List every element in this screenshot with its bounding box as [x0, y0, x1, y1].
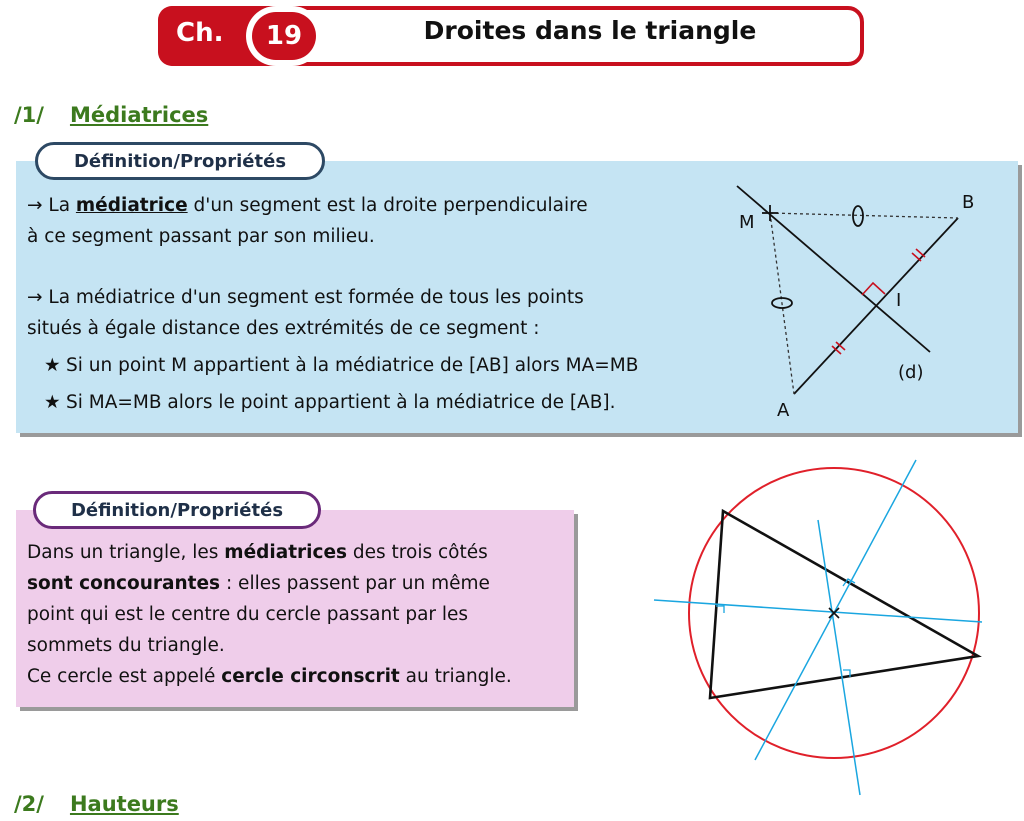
bullet-item-2: ★ Si MA=MB alors le point appartient à la médiatrice de [AB].	[44, 388, 616, 418]
chapter-number: 19	[252, 12, 316, 60]
bisector-2	[654, 600, 982, 622]
term-cercle-circonscrit: cercle circonscrit	[221, 666, 400, 687]
bisector-1	[755, 460, 916, 760]
property-line-2: situés à égale distance des extrémités de ce segment :	[27, 318, 540, 339]
section-title: Hauteurs	[69, 792, 179, 816]
section-number: /1/	[14, 103, 44, 127]
bullet-item-1: ★ Si un point M appartient à la médiatrice de [AB] alors MA=MB	[44, 351, 638, 381]
definition-tag: Définition/Propriétés	[35, 142, 325, 180]
definition-tag: Définition/Propriétés	[33, 491, 321, 529]
circum-line-4: sommets du triangle.	[27, 635, 225, 656]
chapter-title: Droites dans le triangle	[423, 16, 757, 45]
section-title: Médiatrices	[69, 103, 209, 127]
circum-line-1: Dans un triangle, les médiatrices des trois côtés	[27, 542, 488, 563]
term-mediatrices: médiatrices	[224, 542, 348, 563]
circum-line-5: Ce cercle est appelé cercle circonscrit au triangle.	[27, 666, 512, 687]
circum-line-3: point qui est le centre du cercle passant par les	[27, 604, 469, 625]
star-icon: ★	[44, 392, 61, 413]
section-heading-2	[14, 792, 179, 816]
bisector-3	[818, 520, 860, 795]
star-icon: ★	[44, 355, 61, 376]
label-d: (d)	[898, 362, 924, 383]
definition-line-1: → La médiatrice d'un segment est la droite perpendiculaire	[27, 195, 588, 216]
label-i: I	[896, 290, 902, 311]
circum-line-2: sont concourantes : elles passent par un même	[27, 573, 490, 594]
label-a: A	[777, 400, 790, 421]
chapter-label: Ch.	[176, 18, 224, 48]
term-concourantes: sont concourantes	[27, 573, 221, 594]
definition-line-2: à ce segment passant par son milieu.	[27, 226, 375, 247]
section-number: /2/	[14, 792, 44, 816]
property-line-1: → La médiatrice d'un segment est formée de tous les points	[27, 287, 584, 308]
label-b: B	[962, 192, 975, 213]
label-m: M	[739, 212, 755, 233]
term-mediatrice: médiatrice	[75, 195, 188, 216]
